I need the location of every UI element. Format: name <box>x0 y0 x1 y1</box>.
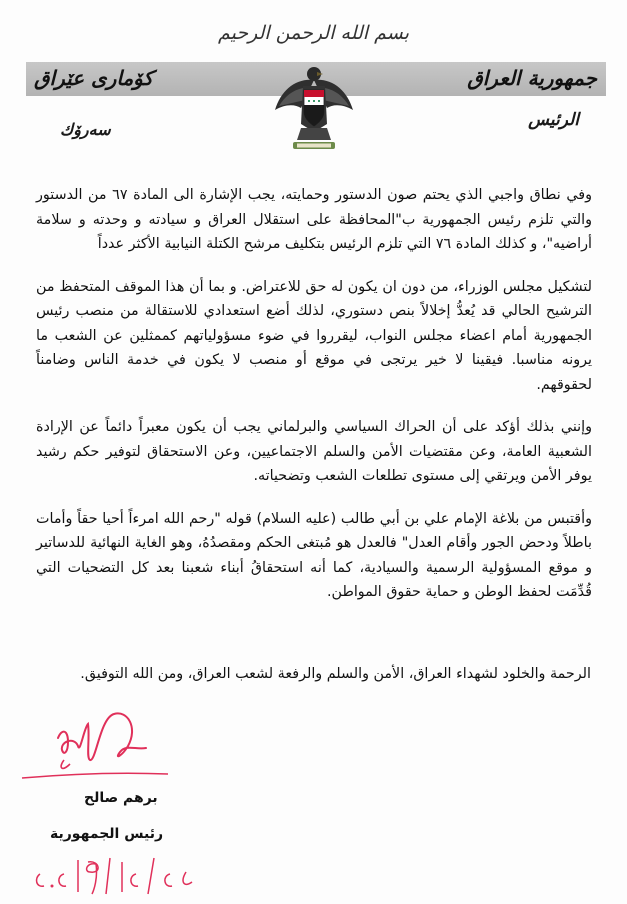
paragraph: لتشكيل مجلس الوزراء، من دون ان يكون له حق للاعتراض. و بما أن هذا الموقف المتحفظ من الترشيح الحالي قد يُعدُّ إخلالاً بنص دستوري، لذلك أضع استعدادي للاستقالة من منصب رئيس الجمهورية أمام اعضاء مجلس النواب، ليقرروا في ضوء مسؤولياتهم كممثلين عن الشعب ما يرونه مناسبا. فيقينا لا خير يرتجى في موقع أو منصب لا يكون في خدمة الناس وضامناً لحقوقهم. <box>36 278 592 393</box>
arabic-title: جمهورية العراق <box>467 66 597 90</box>
kurdish-subtitle: سەرۆك <box>60 120 111 139</box>
basmala: بسم الله الرحمن الرحيم <box>218 22 409 44</box>
letter-body <box>36 183 592 623</box>
arabic-subtitle: الرئيس <box>528 110 579 130</box>
signer-name: برهم صالح <box>84 790 158 806</box>
paragraph: وإنني بذلك أؤكد على أن الحراك السياسي والبرلماني يجب أن يكون معبراً دائماً عن الإرادة الشعبية العامة، وعن مقتضيات الأمن والسلم الاجتماعيين، وعن الاستحقاق لتوفير حكم رشيد يوفر الأمن ويرتقي إلى مستوى تطلعات الشعب وتضحياته. <box>36 419 592 484</box>
closing-line: الرحمة والخلود لشهداء العراق، الأمن والسلم والرفعة لشعب العراق، ومن الله التوفيق. <box>80 666 591 682</box>
handwritten-date <box>30 852 210 896</box>
paragraph: وأقتبس من بلاغة الإمام علي بن أبي طالب (عليه السلام) قوله "رحم الله امرءاً أحيا حقاً وأمات باطلاً ودحض الجور وأقام العدل" فالعدل هو مُبتغى الحكم ومقصدُهُ، وهو الغاية النهائية للدساتير و موقع المسؤولية الرسمية والسيادية، كما أنه استحقاقُ أبناء شعبنا بعد كل التضحيات التي قُدِّمَت لحفظ الوطن و حماية حقوق المواطن. <box>36 510 592 600</box>
eagle-emblem-icon <box>271 60 357 156</box>
paragraph: وفي نطاق واجبي الذي يحتم صون الدستور وحمايته، يجب الإشارة الى المادة ٦٧ من الدستور والتي تلزم رئيس الجمهورية ب"المحافظة على استقلال العراق و سيادته و وحدته و سلامة أراضيه"، و كذلك المادة ٧٦ التي تلزم الرئيس بتكليف مرشح الكتلة النيابية الأكثر عدداً <box>36 187 592 252</box>
signer-title: رئيس الجمهورية <box>50 826 164 842</box>
kurdish-title: كۆماری عێراق <box>34 66 154 90</box>
handwritten-signature <box>18 698 178 788</box>
